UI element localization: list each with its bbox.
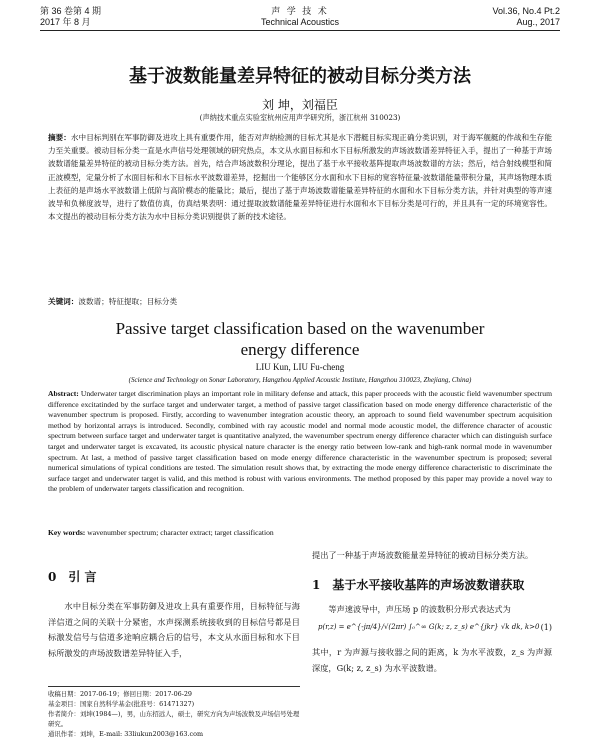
section-1-paragraph-2: 其中，r 为声源与接收器之间的距离，k 为水平波数，z_s 为声源深度，G(k; z, z_s) 为水平波数谱。 (312, 647, 552, 673)
title-en-line2: energy difference (240, 340, 360, 359)
section-1-title: 1 基于水平接收基阵的声场波数谱获取 (312, 577, 525, 592)
footnote-received: 收稿日期：2017-06-19；修回日期：2017-06-29 (48, 690, 192, 698)
abstract-en-text: Underwater target discrimination plays an important role in military defense and attack, this paper proceeds with the acoustic field wavenumber spectrum difference excitatinded by the surface target and underwater target, a method of passive target classification based on mode energy difference characteristic of the wavenumber spectrum is proposed. Firstly, according to wavenumber integration acoustic theory, an approach to sound field wavenumber spectrum acquisition method by horizontal arrays is introduced. Secondly, combined with ray acoustic model and normal mode acoustic model, the difference character of acoustic spectrum between surface target and underwater target is quantitative analyzed, the wavenumber spectrum energy difference character which can distinguish surface target and underwater target is excavated, its acoustic physical nature character is the energy ratio between low-rank and high-rank normal mode in wavenumber spectrum. At last, a method of passive target classification based on mode energy difference characteristic in the wavenumber spectrum is proposed; several numerical simulations of typical conditions are tested. The simulation result shows that, by extracting the mode energy difference characteristic to discriminate the surface target and underwater target is valid, and this method is robust with various environments. The method proposed by this paper may provide a novel way to the problem of underwater targets classification and recognition. (48, 389, 552, 494)
header-right (492, 6, 560, 28)
header-rule (40, 30, 560, 31)
affiliation-en: (Science and Technology on Sonar Laboratory, Hangzhou Applied Acoustic Institute, Hangzhou 310023, Zhejiang, China) (128, 376, 472, 384)
keywords-cn-label: 关键词： (48, 297, 79, 306)
left-column (48, 548, 300, 661)
running-header (40, 6, 560, 36)
equation-1 (312, 621, 552, 641)
equation-body: p(r,z) = e^{-jπ/4}/√(2πr) ∫₀^∞ G(k; z, z_s) e^{jkr} √k dk, k>0 (318, 623, 540, 631)
affiliation-cn: (声纳技术重点实验室杭州应用声学研究所，浙江杭州 310023) (199, 113, 401, 122)
abstract-cn-label: 摘要： (48, 133, 71, 142)
abstract-en (48, 389, 552, 495)
issue-date: 2017 年 8 月 (40, 17, 91, 27)
volume-en: Vol.36, No.4 Pt.2 (492, 6, 560, 16)
title-cn: 基于波数能量差异特征的被动目标分类方法 (129, 66, 471, 87)
equation-number: (1) (540, 623, 552, 632)
footnote-correspondence: 通讯作者：刘坤，E-mail: 33liukun2003@163.com (48, 730, 204, 738)
intro-paragraph: 水中目标分类在军事防御及进攻上具有重要作用，目标特征与海洋信道之间的关联十分紧密，水声探测系统接收到的目标信号都是目标激发信号与信道多途响应耦合后的信号，本文从水面目标和水下目标所激发的声场波数谱差异特征入手， (48, 601, 300, 658)
journal-name-en: Technical Acoustics (260, 17, 340, 27)
right-column (312, 548, 552, 676)
keywords-cn-text: 波数谱；特征提取；目标分类 (78, 297, 178, 306)
authors-en: LIU Kun, LIU Fu-cheng (255, 362, 345, 372)
header-center (40, 6, 560, 28)
keywords-en-label: Key words: (48, 528, 86, 537)
section-0-title: 0 引 言 (48, 570, 97, 584)
title-en (60, 318, 540, 360)
abstract-en-label: Abstract: (48, 389, 79, 398)
footnote-funding: 基金项目：国家自然科学基金(批准号：61471327) (48, 700, 195, 708)
abstract-cn-text: 水中目标判别在军事防御及进攻上具有重要作用，能否对声纳检测的目标尤其是水下潜艇目标实现正确分类识别，对于海军舰艇的作战和生存能力至关重要。被动目标分类一直是水声信号处理领域的研究热点，本文从水面目标和水下目标所激发的声场波数谱差异特征入手，提出了一种基于声场波数谱能量差异特征的被动目标分类方法。首先，结合声场波数积分理论，提出了基于水平接收基阵提取声场波数谱的方法；然后，结合射线模型和简正波模型，定量分析了水面目标和水下目标水平波数谱差异，挖掘出一个能够区分水面和水下目标的宽容特征量-波数谱能量带积分量，其声场物理本质上表征的是声场水平波数谱上低阶与高阶模态的能量比；最后，提出了基于声场波数谱能量差异特征的水面和水下目标分类方法，并针对典型的等声速波导和负梯度波导，进行了数值仿真，仿真结果表明：通过提取波数谱能量差异特征进行水面和水下目标分类是可行的，并且具有一定的环境宽容性。本文提出的被动目标分类方法为水中目标分类识别提供了新的技术途径。 (48, 133, 553, 222)
right-top-paragraph: 提出了一种基于声场波数能量差异特征的被动目标分类方法。 (312, 550, 534, 560)
keywords-en (48, 528, 552, 537)
date-en: Aug., 2017 (516, 17, 560, 27)
title-en-line1: Passive target classification based on the wavenumber (115, 319, 485, 338)
footnote-author: 作者简介：刘坤(1984—)，男，山东招远人，硕士，研究方向为声场波数及声场信号处理研究。 (48, 710, 300, 728)
abstract-cn (48, 131, 552, 223)
volume-issue: 第 36 卷第 4 期 (40, 6, 102, 16)
keywords-cn (48, 296, 552, 307)
footnotes (48, 686, 300, 739)
section-1-paragraph: 等声速波导中，声压场 p 的波数积分形式表达式为 (328, 603, 511, 614)
keywords-en-text: wavenumber spectrum; character extract; target classification (87, 528, 274, 537)
journal-name-cn: 声 学 技 术 (271, 6, 329, 16)
authors-cn: 刘 坤，刘福臣 (262, 98, 338, 112)
